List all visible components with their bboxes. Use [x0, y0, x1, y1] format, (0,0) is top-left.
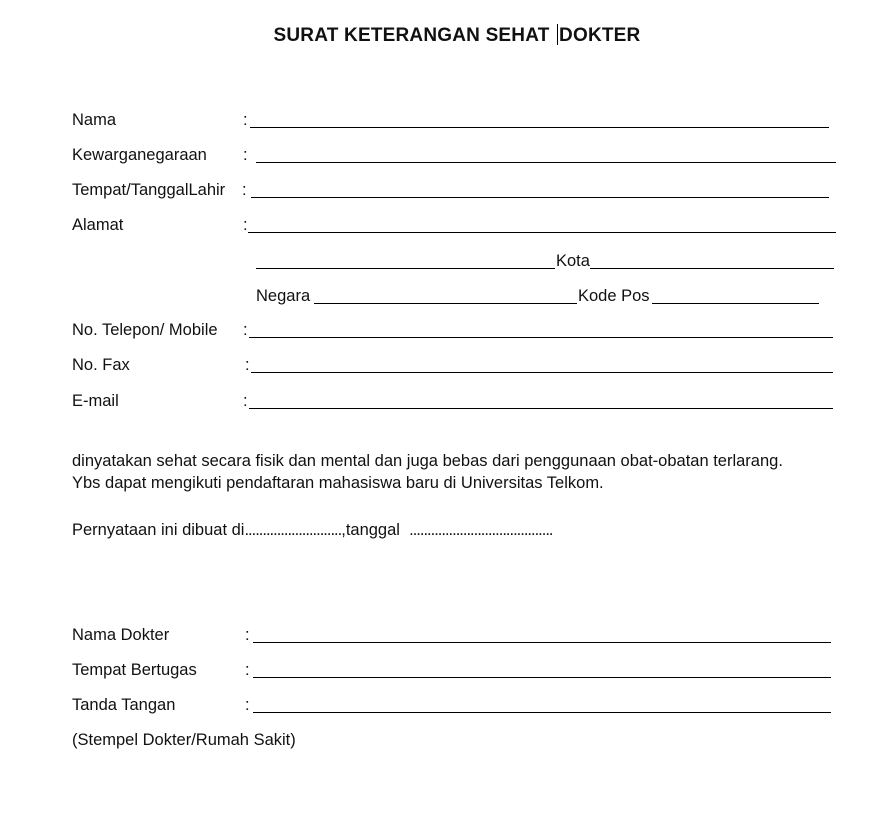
label-nama-dokter: Nama Dokter: [72, 626, 170, 644]
label-kota: Kota: [556, 252, 590, 270]
label-tempat-tanggal-lahir: Tempat/TanggalLahir: [72, 181, 226, 199]
email-fill-line[interactable]: [249, 408, 833, 409]
label-negara: Negara: [256, 287, 311, 305]
alamat-line2-fill-line[interactable]: [256, 268, 555, 269]
colon-fax: :: [245, 356, 250, 374]
nama-dokter-fill-line[interactable]: [253, 642, 831, 643]
made-in-label: Pernyataan ini dibuat di: [72, 521, 245, 539]
statement-line-1: dinyatakan sehat secara fisik dan mental dan juga bebas dari penggunaan obat-obatan terlarang.: [72, 452, 783, 470]
negara-fill-line[interactable]: [314, 303, 577, 304]
colon-tempat-bertugas: :: [245, 661, 250, 679]
stempel-note: (Stempel Dokter/Rumah Sakit): [72, 731, 296, 749]
colon-nama: :: [243, 111, 248, 129]
tanda-tangan-fill-line[interactable]: [253, 712, 831, 713]
document-title: [0, 24, 896, 47]
title-text-after-cursor: DOKTER: [559, 25, 641, 46]
kode-pos-fill-line[interactable]: [652, 303, 819, 304]
statement-line-2: Ybs dapat mengikuti pendaftaran mahasiswa baru di Universitas Telkom.: [72, 474, 604, 492]
label-email: E-mail: [72, 392, 119, 410]
colon-email: :: [243, 392, 248, 410]
label-alamat: Alamat: [72, 216, 124, 234]
made-in-statement: [72, 520, 553, 540]
fax-fill-line[interactable]: [251, 372, 833, 373]
made-in-dots[interactable]: ...........................: [244, 521, 342, 539]
colon-tanda-tangan: :: [245, 696, 250, 714]
label-kewarganegaraan: Kewarganegaraan: [72, 146, 207, 164]
colon-tempat-tanggal-lahir: :: [242, 181, 247, 199]
nama-fill-line[interactable]: [250, 127, 829, 128]
label-kode-pos: Kode Pos: [578, 287, 650, 305]
colon-alamat: :: [243, 216, 248, 234]
colon-nama-dokter: :: [245, 626, 250, 644]
date-dots[interactable]: ........................................: [409, 521, 553, 539]
date-label: ,tanggal: [341, 521, 400, 539]
colon-telepon: :: [243, 321, 248, 339]
kewarganegaraan-fill-line[interactable]: [256, 162, 836, 163]
telepon-fill-line[interactable]: [249, 337, 833, 338]
label-telepon: No. Telepon/ Mobile: [72, 321, 218, 339]
title-text: SURAT KETERANGAN SEHAT: [273, 25, 550, 46]
text-cursor: [557, 24, 558, 45]
label-tempat-bertugas: Tempat Bertugas: [72, 661, 197, 679]
tempat-bertugas-fill-line[interactable]: [253, 677, 831, 678]
kota-fill-line[interactable]: [590, 268, 834, 269]
label-tanda-tangan: Tanda Tangan: [72, 696, 176, 714]
alamat-fill-line[interactable]: [248, 232, 836, 233]
colon-kewarganegaraan: :: [243, 146, 248, 164]
tempat-tanggal-lahir-fill-line[interactable]: [251, 197, 829, 198]
label-fax: No. Fax: [72, 356, 130, 374]
label-nama: Nama: [72, 111, 117, 129]
